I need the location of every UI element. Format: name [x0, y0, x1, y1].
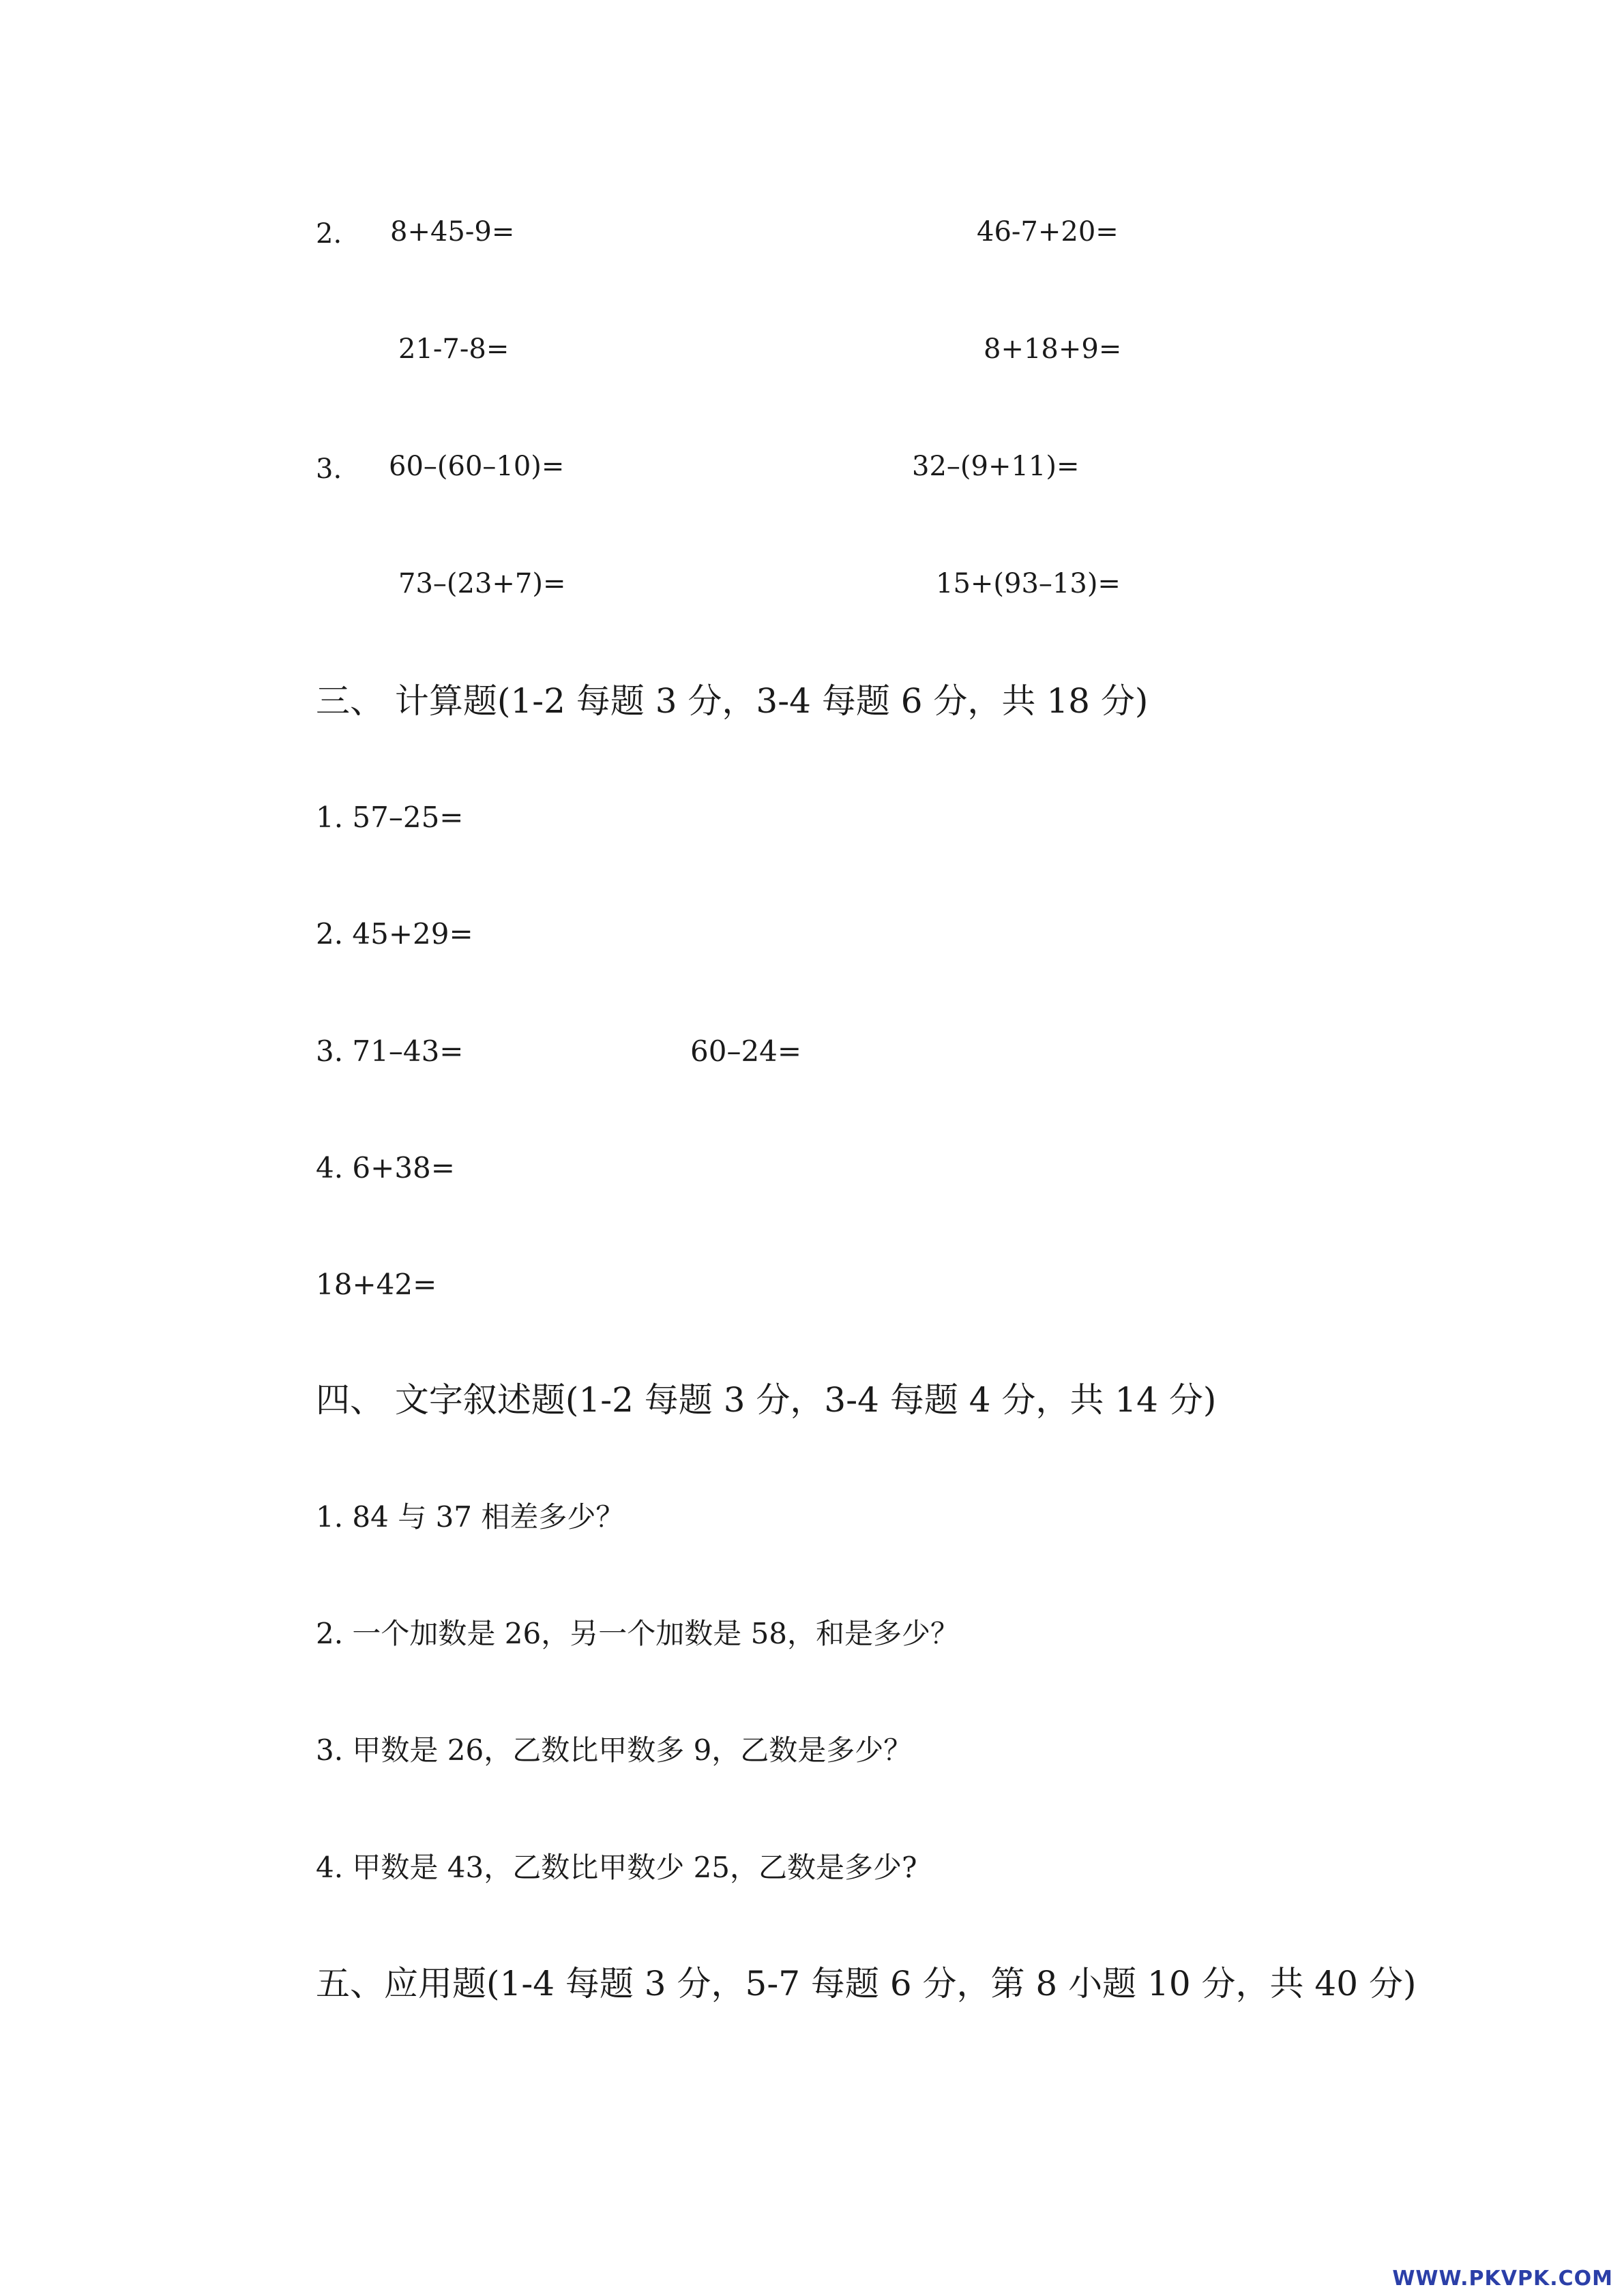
site-watermark: WWW.PKVPK.COM	[1392, 2267, 1613, 2291]
q2-equation-3: 21-7-8=	[398, 333, 510, 365]
word-problem-3: 3. 甲数是 26，乙数比甲数多 9，乙数是多少？	[316, 1733, 913, 1767]
question-3-number: 3.	[316, 453, 342, 485]
calc-item-1: 1. 57–25=	[316, 801, 464, 834]
section-5-heading: 五、应用题(1-4 每题 3 分，5-7 每题 6 分，第 8 小题 10 分，共 40 分)	[316, 1964, 1417, 2003]
calc-item-4: 4. 6+38=	[316, 1151, 455, 1184]
q2-equation-4: 8+18+9=	[984, 333, 1122, 365]
section-4-heading: 四、 文字叙述题(1-2 每题 3 分，3-4 每题 4 分，共 14 分)	[316, 1380, 1217, 1420]
calc-item-4b: 18+42=	[316, 1268, 437, 1301]
word-problem-4: 4. 甲数是 43，乙数比甲数少 25，乙数是多少?	[316, 1851, 917, 1884]
q3-equation-2: 32–(9+11)=	[912, 451, 1080, 482]
q2-equation-1: 8+45-9=	[390, 216, 515, 248]
calc-item-2: 2. 45+29=	[316, 917, 473, 951]
word-problem-1: 1. 84 与 37 相差多少？	[316, 1500, 625, 1534]
q3-equation-3: 73–(23+7)=	[398, 568, 566, 599]
q2-equation-2: 46-7+20=	[977, 216, 1119, 248]
calc-item-3: 3. 71–43=	[316, 1034, 464, 1068]
question-2-number: 2.	[316, 218, 342, 250]
section-3-heading: 三、 计算题(1-2 每题 3 分，3-4 每题 6 分，共 18 分)	[316, 681, 1149, 721]
q3-equation-1: 60–(60–10)=	[389, 451, 565, 482]
word-problem-2: 2. 一个加数是 26，另一个加数是 58，和是多少？	[316, 1617, 960, 1650]
q3-equation-4: 15+(93–13)=	[936, 568, 1121, 599]
calc-item-3b: 60–24=	[690, 1034, 802, 1068]
